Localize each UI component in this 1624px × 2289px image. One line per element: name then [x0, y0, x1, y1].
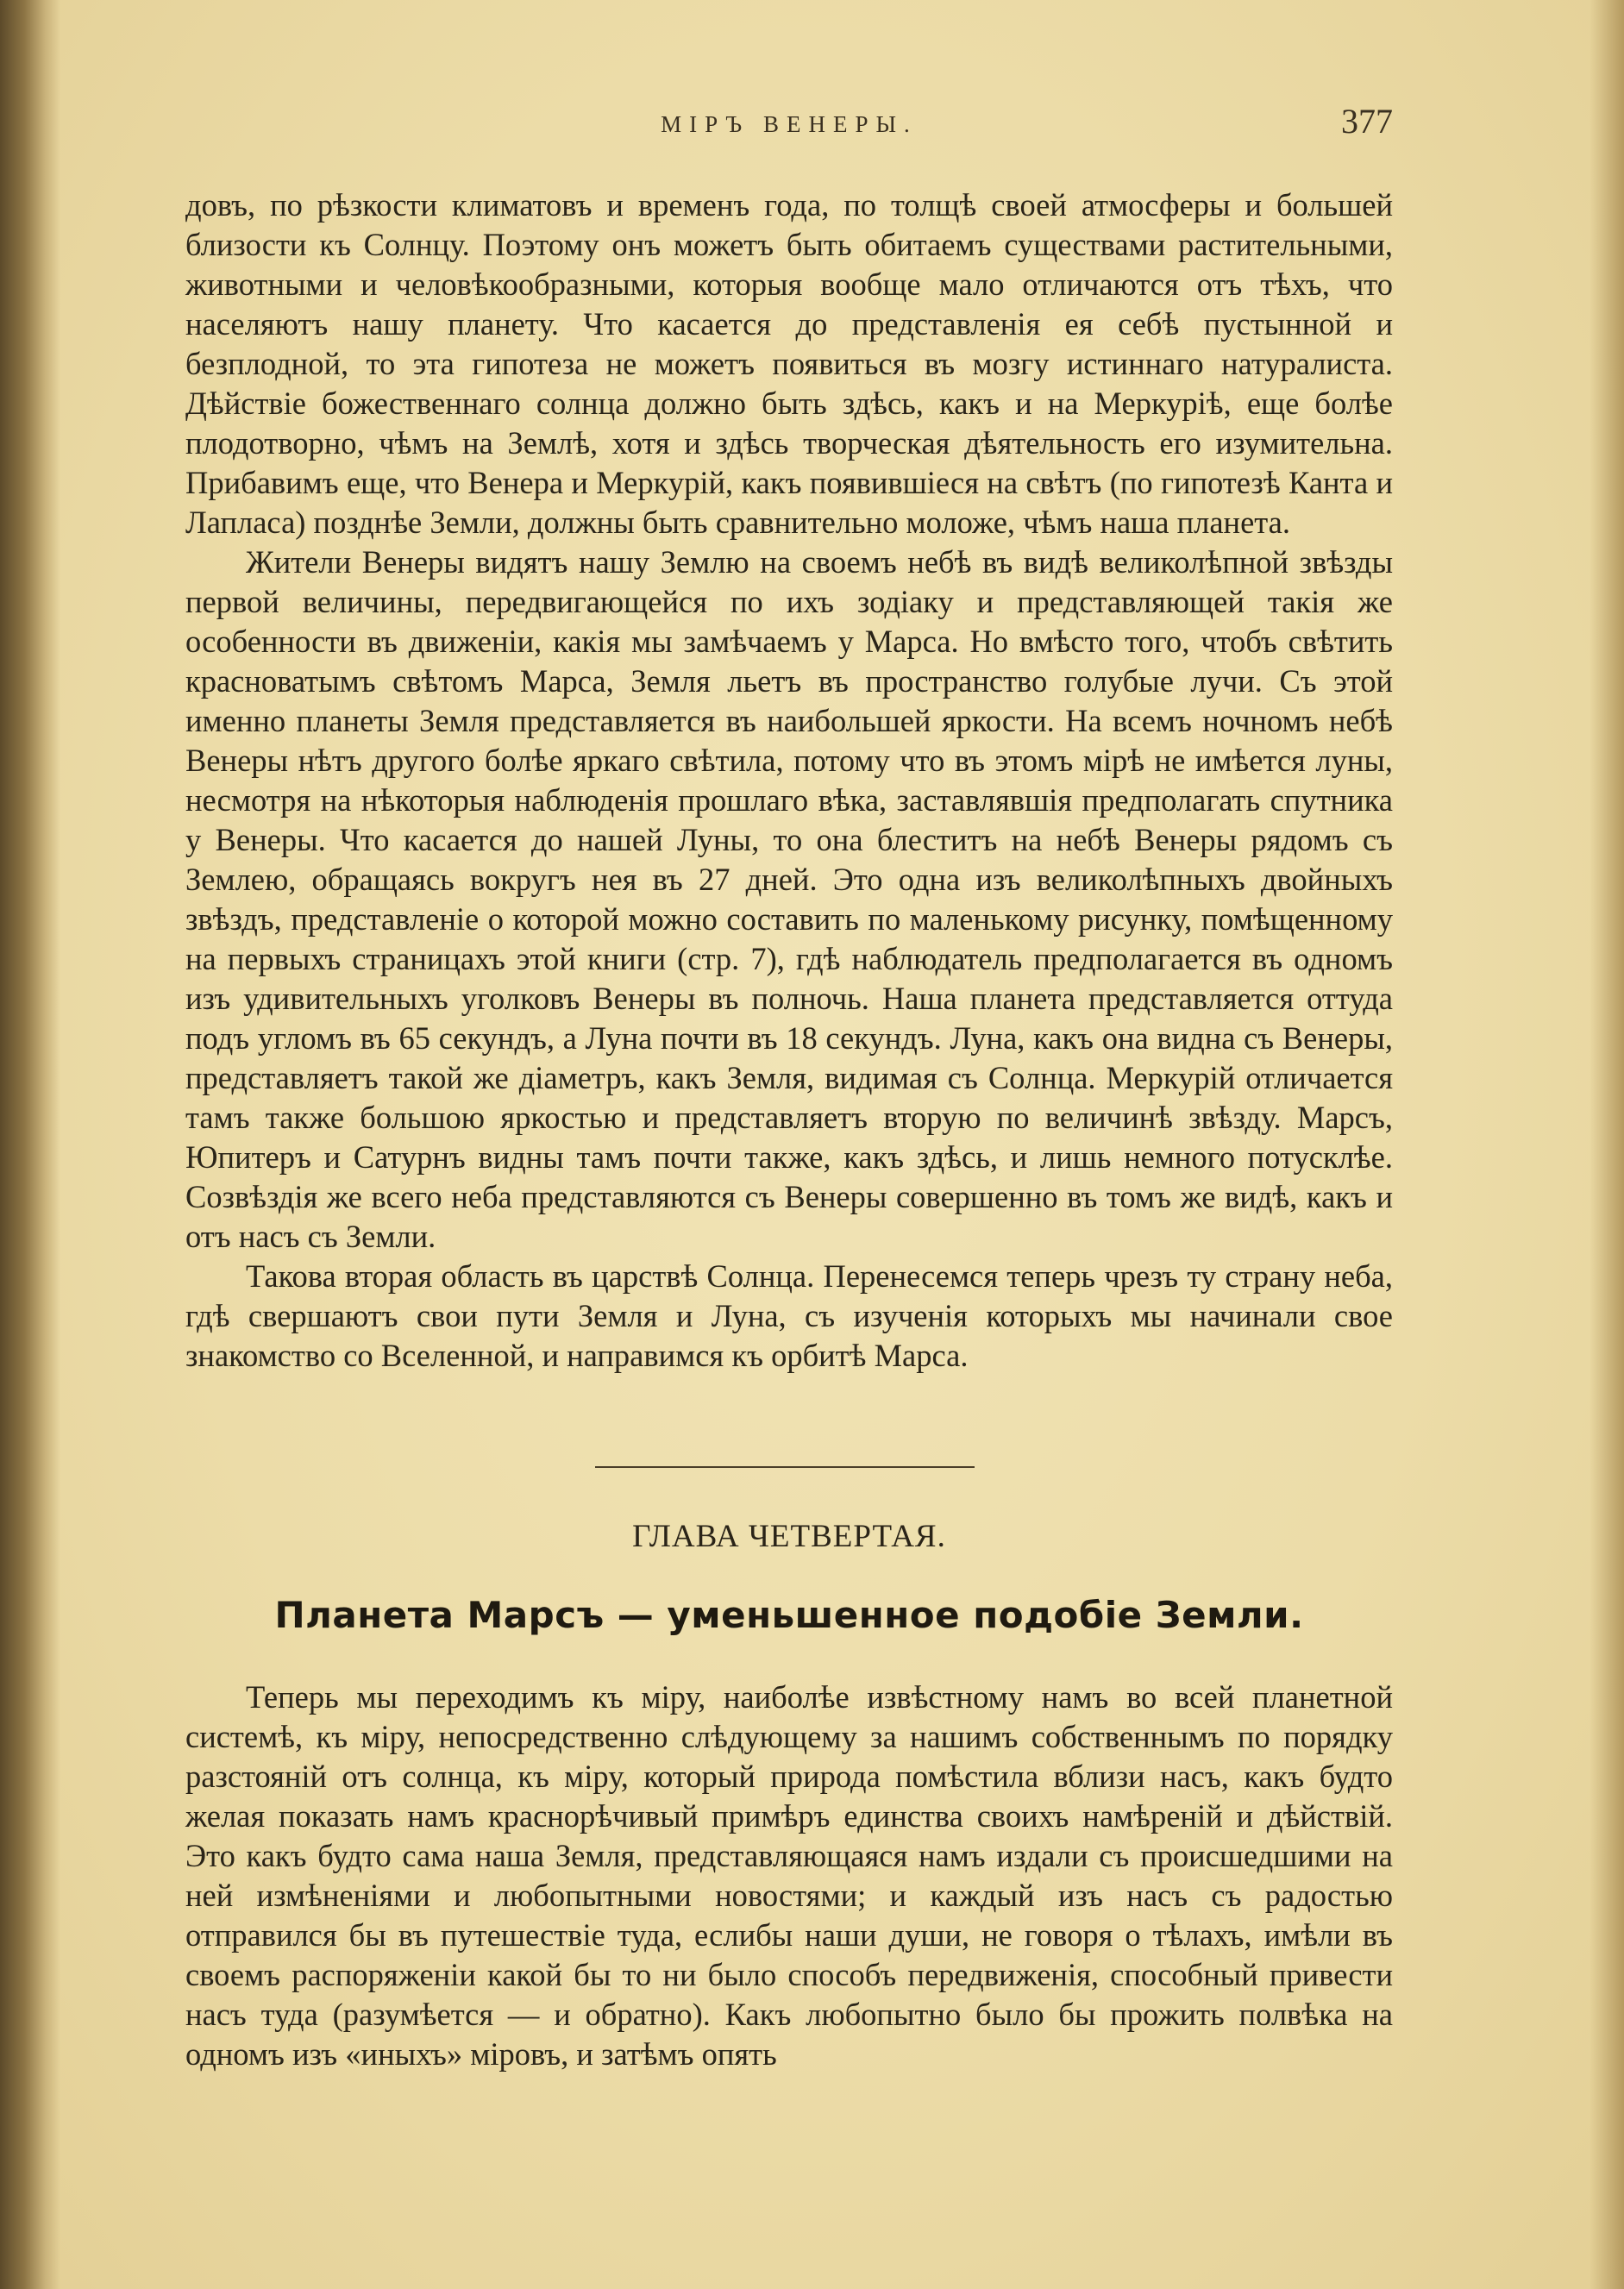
page-header	[185, 99, 1393, 151]
paragraph: Жители Венеры видятъ нашу Землю на своемъ небѣ въ видѣ великолѣпной звѣзды первой величины, передвигающейся по ихъ зодіаку и представляющей такія же особенности въ движеніи, какія мы замѣчаемъ у Марса. Но вмѣсто того, чтобъ свѣтить красноватымъ свѣтомъ Марса, Земля льетъ въ пространство голубые лучи. Съ этой именно планеты Земля представляется въ наибольшей яркости. На всемъ ночномъ небѣ Венеры нѣтъ другого болѣе яркаго свѣтила, потому что въ этомъ мірѣ не имѣется луны, несмотря на нѣкоторыя наблюденія прошлаго вѣка, заставлявшія предполагать спутника у Венеры. Что касается до нашей Луны, то она блеститъ на небѣ Венеры рядомъ съ Землею, обращаясь вокругъ нея въ 27 дней. Это одна изъ великолѣпныхъ двойныхъ звѣздъ, представленіе о которой можно составить по маленькому рисунку, помѣщенному на первыхъ страницахъ этой книги (стр. 7), гдѣ наблюдатель предполагается въ одномъ изъ удивительныхъ уголковъ Венеры въ полночь. Наша планета представляется оттуда подъ угломъ въ 65 секундъ, а Луна почти въ 18 секундъ. Луна, какъ она видна съ Венеры, представляетъ такой же діаметръ, какъ Земля, видимая съ Солнца. Меркурій отличается тамъ также большою яркостью и представляетъ вторую по величинѣ звѣзду. Марсъ, Юпитеръ и Сатурнъ видны тамъ почти также, какъ здѣсь, и лишь немного потусклѣе. Созвѣздія же всего неба представляются съ Венеры совершенно въ томъ же видѣ, какъ и отъ насъ съ Земли.	[185, 544, 1393, 1254]
paragraph: Теперь мы переходимъ къ міру, наиболѣе извѣстному намъ во всей планетной системѣ, къ міру, непосредственно слѣдующему за нашимъ собственнымъ по порядку разстояній отъ солнца, къ міру, который природа помѣстила вблизи насъ, какъ будто желая показать намъ краснорѣчивый примѣръ единства своихъ намѣреній и дѣйствій. Это какъ будто сама наша Земля, представляющаяся намъ издали съ происшедшими на ней измѣненіями и любопытными новостями; и каждый изъ насъ съ радостью отправился бы въ путешествіе туда, еслибы наши души, не говоря о тѣлахъ, имѣли въ своемъ распоряженіи какой бы то ни было способъ передвиженія, способный привести насъ туда (разумѣется — и обратно). Какъ любопытно было бы прожить полвѣка на одномъ изъ «иныхъ» міровъ, и затѣмъ опять	[185, 1679, 1393, 2072]
running-title: МІРЪ ВЕНЕРЫ.	[661, 111, 918, 137]
page-number: 377	[1341, 102, 1393, 141]
section-venus-text	[185, 185, 1393, 1376]
book-binding-shadow	[0, 0, 60, 2289]
section-divider	[595, 1466, 975, 1468]
section-mars-text	[185, 1678, 1393, 2074]
page-edge-shadow	[1590, 0, 1624, 2289]
chapter-title: Планета Марсъ — уменьшенное подобіе Земли.	[274, 1594, 1304, 1636]
chapter-label: ГЛАВА ЧЕТВЕРТАЯ.	[632, 1519, 946, 1554]
paragraph: довъ, по рѣзкости климатовъ и временъ года, по толщѣ своей атмосферы и большей близости къ Солнцу. Поэтому онъ можетъ быть обитаемъ существами растительными, животными и человѣкообразными, которыя вообще мало отличаются отъ тѣхъ, что населяютъ нашу планету. Что касается до представленія ея себѣ пустынной и безплодной, то эта гипотеза не можетъ появиться въ мозгу истиннаго натуралиста. Дѣйствіе божественнаго солнца должно быть здѣсь, какъ и на Меркуріѣ, еще болѣе плодотворно, чѣмъ на Землѣ, хотя и здѣсь творческая дѣятельность его изумительна. Прибавимъ еще, что Венера и Меркурій, какъ появившіеся на свѣтъ (по гипотезѣ Канта и Лапласа) позднѣе Земли, должны быть сравнительно моложе, чѣмъ наша планета.	[185, 187, 1393, 540]
paragraph: Такова вторая область въ царствѣ Солнца. Перенесемся теперь чрезъ ту страну неба, гдѣ свершаютъ свои пути Земля и Луна, съ изученія которыхъ мы начинали свое знакомство со Вселенной, и направимся къ орбитѣ Марса.	[185, 1258, 1393, 1373]
